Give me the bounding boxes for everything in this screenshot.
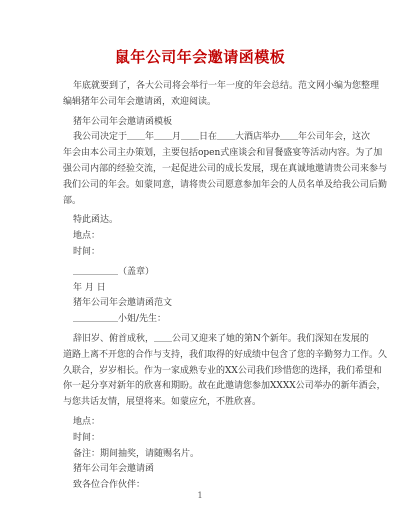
paragraph-line: 道路上离不开您的合作与支持，我们取得的好成绩中包含了您的辛勤努力工作。久 (63, 349, 388, 360)
date-line: 年 月 日 (73, 282, 106, 293)
seal-line: ＿＿＿＿＿（盖章） (73, 266, 155, 277)
salutation-line: ＿＿＿＿＿小姐/先生： (73, 314, 167, 325)
paragraph-line: 年会由本公司主办策划，主要包括open式座谈会和冒餐盛宴等活动内容。为了加 (63, 148, 383, 159)
page-number: 1 (197, 491, 203, 500)
document-body (63, 79, 388, 494)
paragraph-line: 与您共话友情，展望将来。如蒙应允，不胜欣喜。 (63, 397, 262, 408)
paragraph-line: 强公司内部的经验交流，一起促进公司的成长发展，现在真诚地邀请贵公司来参与 (63, 163, 388, 174)
paragraph-line: 编辑猪年公司年会邀请函，欢迎阅读。 (63, 96, 217, 107)
paragraph-line: 我们公司的年会。如蒙同意，请将贵公司愿意参加年会的人员名单及给我公司后勤 (63, 179, 388, 190)
salutation-line: 致各位合作伙伴： (73, 480, 146, 491)
paragraph-line: 年底就要到了，各大公司将会举行一年一度的年会总结。范文网小编为您整理 (73, 81, 380, 91)
note-line: 备注：期间抽奖，请随赐名片。 (73, 448, 200, 459)
time-label: 时间： (73, 246, 101, 257)
section-heading: 猪年公司年会邀请函模板 (73, 116, 173, 127)
paragraph-line: 久联合，岁岁相长。作为一家成熟专业的XX公司我们珍惜您的选择，我们希望和 (63, 365, 382, 376)
location-label: 地点： (73, 231, 101, 242)
paragraph-line: 我公司决定于＿＿年＿＿月＿＿日在＿＿大酒店举办＿＿年公司年会，这次 (73, 132, 371, 143)
time-label: 时间： (73, 432, 101, 443)
location-label: 地点： (73, 416, 101, 427)
paragraph-line: 你一起分享对新年的欣喜和期盼。故在此邀请您参加XXXX公司举办的新年酒会， (63, 381, 386, 392)
section-heading: 猪年公司年会邀请函 (73, 464, 155, 475)
paragraph-line: 部。 (63, 195, 82, 206)
closing-line: 特此函达。 (73, 215, 119, 226)
paragraph-line: 辞旧岁、俯首成秋，＿＿公司又迎来了她的第N个新年。我们深知在发展的 (73, 333, 369, 344)
document-title: 鼠年公司年会邀请函模板 (114, 48, 286, 66)
section-heading: 猪年公司年会邀请函范文 (73, 298, 173, 309)
